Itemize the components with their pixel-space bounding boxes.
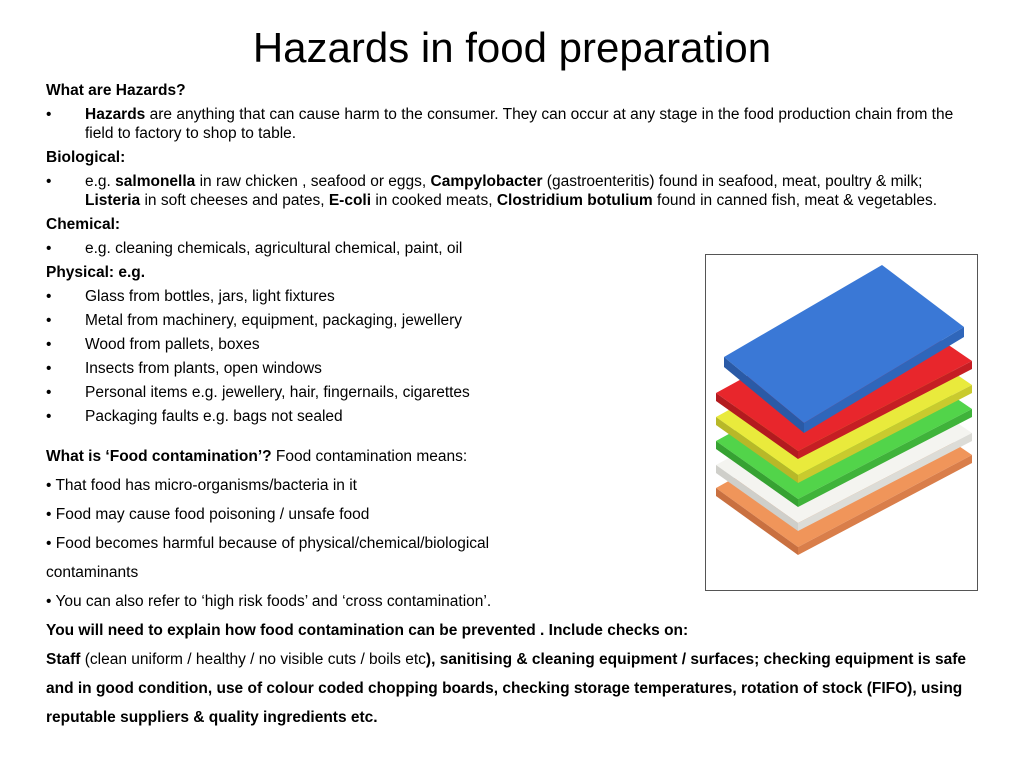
list-item — [46, 383, 705, 402]
question-rest: Food contamination means: — [271, 448, 468, 465]
explain-instruction: You will need to explain how food contamination can be prevented . Include checks on: — [46, 622, 689, 639]
list-item — [46, 407, 705, 426]
list-item-text: Personal items e.g. jewellery, hair, fingernails, cigarettes — [85, 384, 470, 401]
question-text: What is ‘Food contamination’? — [46, 448, 272, 465]
list-item-text: Wood from pallets, boxes — [85, 336, 260, 353]
bullet: • — [46, 173, 52, 190]
checks-paragraph — [46, 645, 986, 732]
physical-heading: Physical: e.g. — [46, 264, 146, 281]
list-item — [46, 311, 705, 330]
text-run: found in canned fish, meat & vegetables. — [652, 192, 938, 209]
list-item-text: Insects from plants, open windows — [85, 360, 322, 377]
chopping-boards-image — [705, 254, 978, 591]
clostridium-term: Clostridium botulium — [496, 192, 653, 209]
staff-term: Staff — [46, 651, 81, 668]
biological-heading: Biological: — [46, 149, 126, 166]
hazards-heading: What are Hazards? — [46, 82, 186, 99]
list-item-text: Packaging faults e.g. bags not sealed — [85, 408, 343, 425]
biological-list — [46, 172, 986, 210]
hazards-definition: are anything that can cause harm to the consumer. They can occur at any stage in the food production chain from the field to factory to shop to table. — [85, 106, 954, 142]
slide-title: Hazards in food preparation — [252, 24, 772, 71]
contamination-line: contaminants — [46, 564, 139, 581]
text-run: in soft cheeses and pates, — [140, 192, 329, 209]
list-item — [46, 172, 980, 210]
checks-text: ), sanitising & cleaning equipment / surfaces; checking equipment is safe and in good condition, use of colour coded chopping boards, checking storage temperatures, rotation of stock (FIFO), using reputable suppliers & quality ingredients etc. — [46, 651, 966, 726]
chopping-boards-illustration — [706, 255, 976, 589]
bullet: • — [46, 360, 52, 377]
list-item — [46, 239, 705, 258]
list-item — [46, 105, 980, 143]
bullet: • — [46, 384, 52, 401]
ecoli-term: E-coli — [328, 192, 372, 209]
hazards-term: Hazards — [85, 106, 146, 123]
list-item — [46, 359, 705, 378]
text-run: in cooked meats, — [371, 192, 497, 209]
bullet: • — [46, 288, 52, 305]
hazards-list — [46, 105, 986, 143]
contamination-line: • That food has micro-organisms/bacteria in it — [46, 477, 357, 494]
bullet: • — [46, 106, 52, 123]
listeria-term: Listeria — [85, 192, 141, 209]
campylobacter-term: Campylobacter — [430, 173, 543, 190]
list-item — [46, 287, 705, 306]
staff-detail: (clean uniform / healthy / no visible cuts / boils etc — [80, 651, 426, 668]
list-item-text: e.g. cleaning chemicals, agricultural chemical, paint, oil — [85, 240, 463, 257]
text-run: e.g. — [85, 173, 116, 190]
bullet: • — [46, 408, 52, 425]
text-run: in raw chicken , seafood or eggs, — [195, 173, 431, 190]
list-item-text: Metal from machinery, equipment, packaging, jewellery — [85, 312, 463, 329]
contamination-line: • Food may cause food poisoning / unsafe food — [46, 506, 370, 523]
chemical-heading: Chemical: — [46, 216, 121, 233]
bullet: • — [46, 312, 52, 329]
contamination-line: • You can also refer to ‘high risk foods’ and ‘cross contamination’. — [46, 593, 492, 610]
text-run: (gastroenteritis) found in seafood, meat, poultry & milk; — [542, 173, 923, 190]
list-item-text: Glass from bottles, jars, light fixtures — [85, 288, 335, 305]
salmonella-term: salmonella — [115, 173, 196, 190]
bullet: • — [46, 240, 52, 257]
contamination-line: • Food becomes harmful because of physical/chemical/biological — [46, 535, 490, 552]
bullet: • — [46, 336, 52, 353]
list-item — [46, 335, 705, 354]
